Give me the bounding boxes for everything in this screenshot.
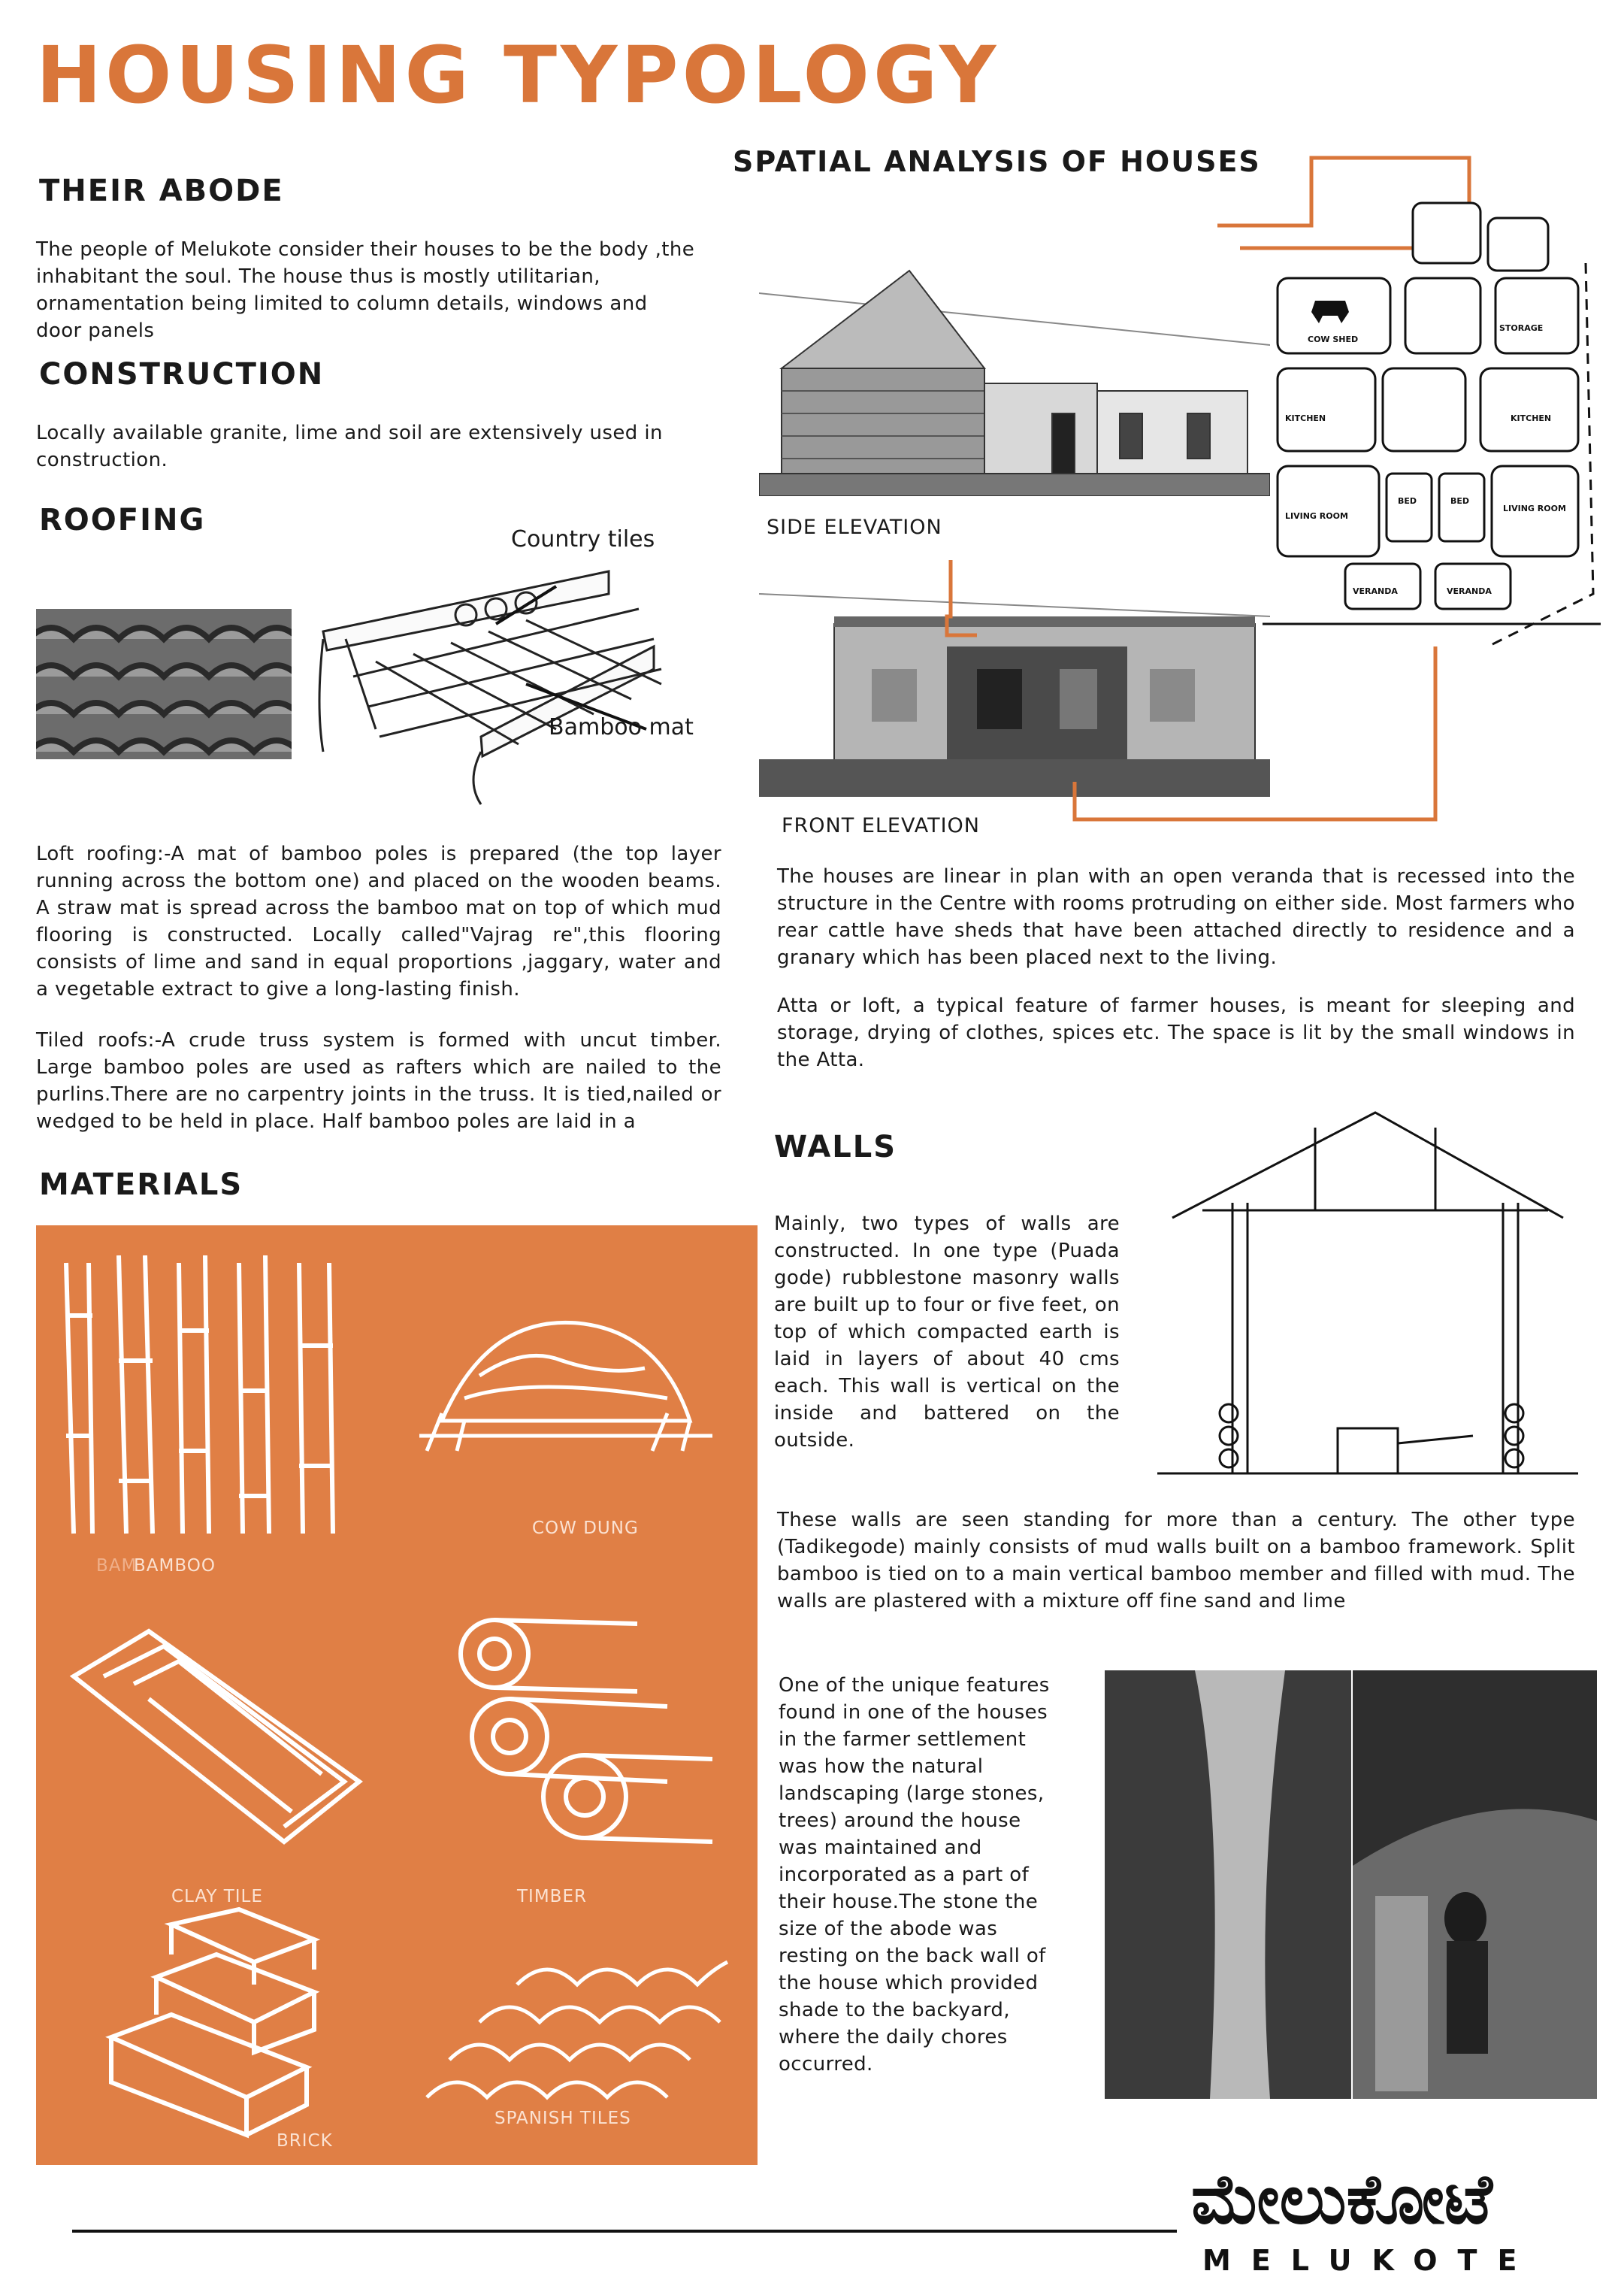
clay-tile-label: CLAY TILE [171, 1887, 263, 1906]
roofing-heading: ROOFING [39, 503, 206, 537]
timber-sketch [442, 1609, 727, 1864]
plan-label-kitchen-left: KITCHEN [1285, 413, 1326, 423]
timber-label: TIMBER [517, 1887, 587, 1906]
spatial-text-1: The houses are linear in plan with an open veranda that is recessed into the structure in the Centre with rooms protruding on either side. Most farmers who rear cattle have sheds that have been attached directly to residence and a granary which has been placed next to the living. [777, 865, 1575, 969]
roof-label-tiles: Country tiles [511, 526, 655, 553]
materials-panel [36, 1225, 758, 2165]
construction-heading: CONSTRUCTION [39, 357, 325, 392]
brick-label: BRICK [277, 2131, 333, 2151]
roof-label-mat: Bamboo mat [549, 714, 694, 740]
plan-label-cowshed: COW SHED [1308, 335, 1359, 344]
plan-label-living-right: LIVING ROOM [1503, 504, 1566, 513]
materials-heading: MATERIALS [39, 1167, 243, 1202]
roof-tiles-photo [36, 609, 292, 759]
cow-dung-label: COW DUNG [532, 1519, 639, 1538]
walls-text-3: One of the unique features found in one of the houses in the farmer settlement was how the natural landscaping (large stones, trees) around the house was maintained and incorporated as a part of their house.The stone the size of the abode was resting on the back wall of the house which provided shade to the backyard, where the daily chores occurred. [779, 1674, 1050, 2076]
plan-label-storage: STORAGE [1499, 323, 1544, 333]
side-elevation-sketch [759, 263, 1270, 496]
wall-section-sketch [1157, 1098, 1578, 1488]
spatial-text-2: Atta or loft, a typical feature of farmer houses, is meant for sleeping and storage, drying of clothes, spices etc. The space is lit by the small windows in the Atta. [777, 995, 1575, 1071]
cow-dung-sketch [412, 1285, 712, 1466]
bamboo-ghost-label: BAM [96, 1556, 138, 1576]
logo-kannada: ಮೇಲುಕೋಟೆ [1191, 2159, 1492, 2239]
side-elevation-caption: SIDE ELEVATION [767, 516, 942, 539]
spanish-tiles-label: SPANISH TILES [494, 2109, 631, 2128]
footer-rule [72, 2230, 1177, 2233]
clay-tile-sketch [59, 1616, 374, 1864]
abode-heading: THEIR ABODE [39, 174, 284, 208]
plan-label-veranda-right: VERANDA [1447, 586, 1492, 596]
page-title: HOUSING TYPOLOGY [36, 29, 1000, 121]
abode-text: The people of Melukote consider their houses to be the body ,the inhabitant the soul. The house thus is mostly utilitarian, ornamentation being limited to column details, windows and door panels [36, 238, 695, 342]
tiled-roofs-text: Tiled roofs:-A crude truss system is formed with uncut timber. Large bamboo poles are used as rafters which are nailed to the purlins.There are no carpentry joints in the truss. It is tied,nailed or wedged to be held in place. Half bamboo poles are laid in a [36, 1029, 721, 1133]
plan-label-kitchen-right: KITCHEN [1511, 413, 1552, 423]
roof-structure-sketch [308, 556, 729, 812]
floor-plan-sketch [1263, 173, 1616, 654]
bamboo-sketch [51, 1255, 367, 1541]
bamboo-label: BAMBOO [134, 1556, 216, 1576]
stone-abode-photos [1105, 1670, 1597, 2099]
brick-sketch [66, 1902, 367, 2142]
walls-text-1: Mainly, two types of walls are constructed. In one type (Puada gode) rubblestone masonry walls are built up to four or five feet, on top of which compacted earth is laid in layers of about 40 cms each. This wall is vertical on the inside and battered on the outside. [774, 1213, 1120, 1452]
front-elevation-caption: FRONT ELEVATION [782, 814, 980, 837]
walls-text-2: These walls are seen standing for more than a century. The other type (Tadikegode) mainly consists of mud walls built on a bamboo framework. Split bamboo is tied on to a main vertical bamboo member and filled with mud. The walls are plastered with a mixture off fine sand and lime [777, 1509, 1575, 1612]
spatial-heading: SPATIAL ANALYSIS OF HOUSES [733, 145, 1261, 178]
logo-latin: MELUKOTE [1202, 2244, 1538, 2277]
plan-label-bed-left: BED [1398, 496, 1417, 506]
plan-label-living-left: LIVING ROOM [1285, 511, 1348, 521]
front-elevation-sketch [759, 579, 1270, 797]
loft-roofing-text: Loft roofing:-A mat of bamboo poles is prepared (the top layer running across the bottom one) and placed on the wooden beams. A straw mat is spread across the bamboo mat on top of which mud flooring is constructed. Locally called"Vajrag re",this flooring consists of lime and sand in equal proportions ,jaggary, water and a vegetable extract to give a long-lasting finish. [36, 843, 721, 1001]
walls-heading: WALLS [774, 1130, 897, 1164]
construction-text: Locally available granite, lime and soil are extensively used in construction. [36, 422, 663, 471]
plan-label-veranda-left: VERANDA [1353, 586, 1398, 596]
plan-label-bed-right: BED [1450, 496, 1470, 506]
